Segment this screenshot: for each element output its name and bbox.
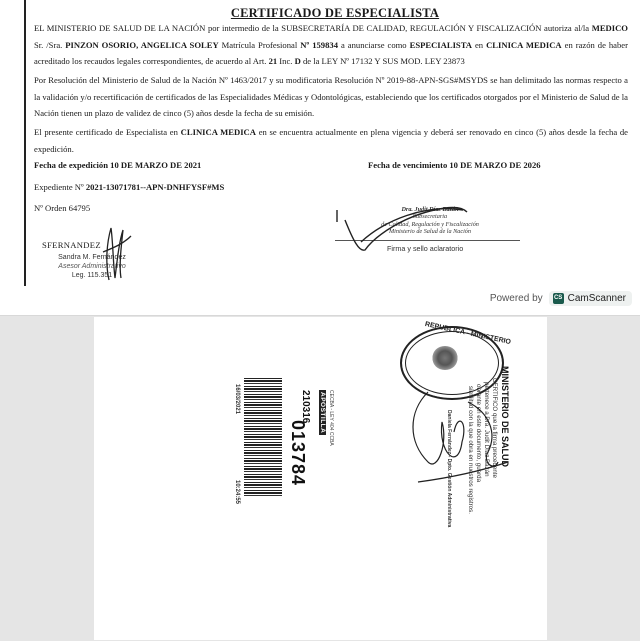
signatory-name: Sandra M. Fernández: [58, 254, 126, 261]
signatory-title: Subsecretaria: [412, 213, 448, 221]
signatory-code: SFERNANDEZ: [42, 240, 101, 250]
file-number-label: Expediente Nº: [34, 182, 86, 192]
resolution-paragraph: Por Resolución del Ministerio de Salud de la Nación Nº 1463/2017 y su modificatoria Resolución Nº 2019-88-APN-SGS#MSYDS se han delimitado las normas respecto a la validación y/o recertificación de certificados de las Especialidades Médicas y Odontológicas, estableciendo que los certificados otorgados por el Ministerio de Salud de la Nación tienen un plazo de validez de cinco (5) años desde la fecha de su emisión.: [34, 75, 628, 118]
apostille-date: 16/03/2021: [234, 384, 240, 415]
order-number-label: Nº Orden: [34, 203, 69, 213]
text: en razón de haber acreditado los recaudos legales correspondientes, de acuerdo al Art.: [34, 39, 628, 66]
camscanner-watermark: [490, 288, 632, 308]
coat-of-arms-icon: [432, 346, 458, 370]
seal-title: MINISTERIO DE SALUD: [500, 366, 510, 468]
camscanner-brand: CamScanner: [567, 292, 626, 304]
expiry-date: Fecha de vencimiento 10 DE MARZO DE 2026: [368, 160, 541, 170]
handwritten-signature-icon: [335, 200, 525, 260]
apostille-time: 10:24:55: [234, 480, 240, 505]
handwritten-signature-icon: [95, 222, 135, 282]
text: Sr. /Sra.: [34, 39, 66, 50]
signatory-ministry: Ministerio de Salud de la Nación: [389, 228, 471, 236]
text: Matrícula Profesional: [218, 39, 301, 50]
camscanner-badge: [549, 291, 632, 306]
specialty: CLINICA MEDICA: [180, 127, 256, 137]
order-number-value: 64795: [68, 203, 91, 213]
seal-ring-text: REPUBLICA - MINISTERIO: [424, 320, 512, 347]
license-number: Nº 159834: [300, 39, 338, 50]
signature-caption: Firma y sello aclaratorio: [387, 244, 464, 253]
order-number: [34, 203, 90, 213]
seal-line: similitud con la que obra en nuestros registros.: [467, 386, 474, 514]
text: a anunciarse como: [338, 39, 410, 50]
text: Inc.: [277, 56, 295, 66]
page-border-line: [24, 0, 26, 286]
text: en se encuentra actualmente en plena vigencia y deberá ser renovado en cinco (5) años desde la fecha de expedición.: [34, 127, 628, 154]
text: de la LEY Nº 17132 Y SUS MOD. LEY 23873: [300, 56, 465, 66]
file-number-value: 2021-13071781--APN-DNHFYSF#MS: [85, 182, 225, 192]
text: El presente certificado de Especialista en: [34, 127, 181, 137]
signatory-dept: de Calidad, Regulación y Fiscalización: [381, 220, 479, 228]
specialist-label: ESPECIALISTA: [409, 39, 472, 50]
ministry-seal: [398, 320, 538, 528]
text: EL MINISTERIO DE SALUD DE LA NACIÓN por intermedio de la SUBSECRETARÍA DE CALIDAD, REGULACIÓN Y FISCALIZACIÓN autoriza al/la: [34, 23, 592, 33]
holder-name: PINZON OSORIO, ANGELICA SOLEY: [65, 39, 219, 50]
apostille-label: APOSTILLA: [319, 392, 326, 434]
apostille-code-prefix: 210316: [300, 390, 311, 424]
barcode-icon: [244, 378, 282, 496]
seal-official: Daniela Fernández - Dpto. Gestión Administrativa: [446, 410, 452, 528]
signatory-name: Dra. Judit Díaz Bazán: [401, 206, 459, 213]
certificate-page: [0, 0, 640, 306]
handwritten-signature-icon: [398, 382, 528, 492]
apostille-stamp: [226, 376, 336, 506]
text: en: [472, 39, 487, 50]
signatory-leg: Leg. 115.351: [71, 272, 113, 279]
apostille-code-number: 013784: [288, 420, 308, 487]
specialty: CLINICA MEDICA: [486, 39, 562, 50]
validity-paragraph: [34, 124, 628, 157]
issue-date: Fecha de expedición 10 DE MARZO DE 2021: [34, 160, 202, 170]
apostille-header: CECBA - LEY 404 CCBA: [328, 390, 334, 446]
inciso: D: [294, 56, 301, 66]
powered-by-label: Powered by: [489, 292, 543, 304]
camscanner-logo-icon: CS: [553, 293, 564, 304]
profession: MEDICO: [591, 23, 628, 33]
certificate-title: CERTIFICADO DE ESPECIALISTA: [230, 6, 440, 20]
article: 21: [268, 56, 278, 66]
authorization-paragraph: [34, 20, 628, 70]
file-number: [34, 182, 224, 192]
seal-line: CERTIFICO que la firma precedente: [491, 378, 498, 478]
seal-line: obrante en este documento, guarda: [475, 384, 482, 483]
signatory-role: Asesor Administrativo: [58, 263, 126, 270]
signature-block: [335, 200, 525, 270]
seal-line: pertenece a Dra. Judit Díaz Bazán: [483, 382, 490, 477]
